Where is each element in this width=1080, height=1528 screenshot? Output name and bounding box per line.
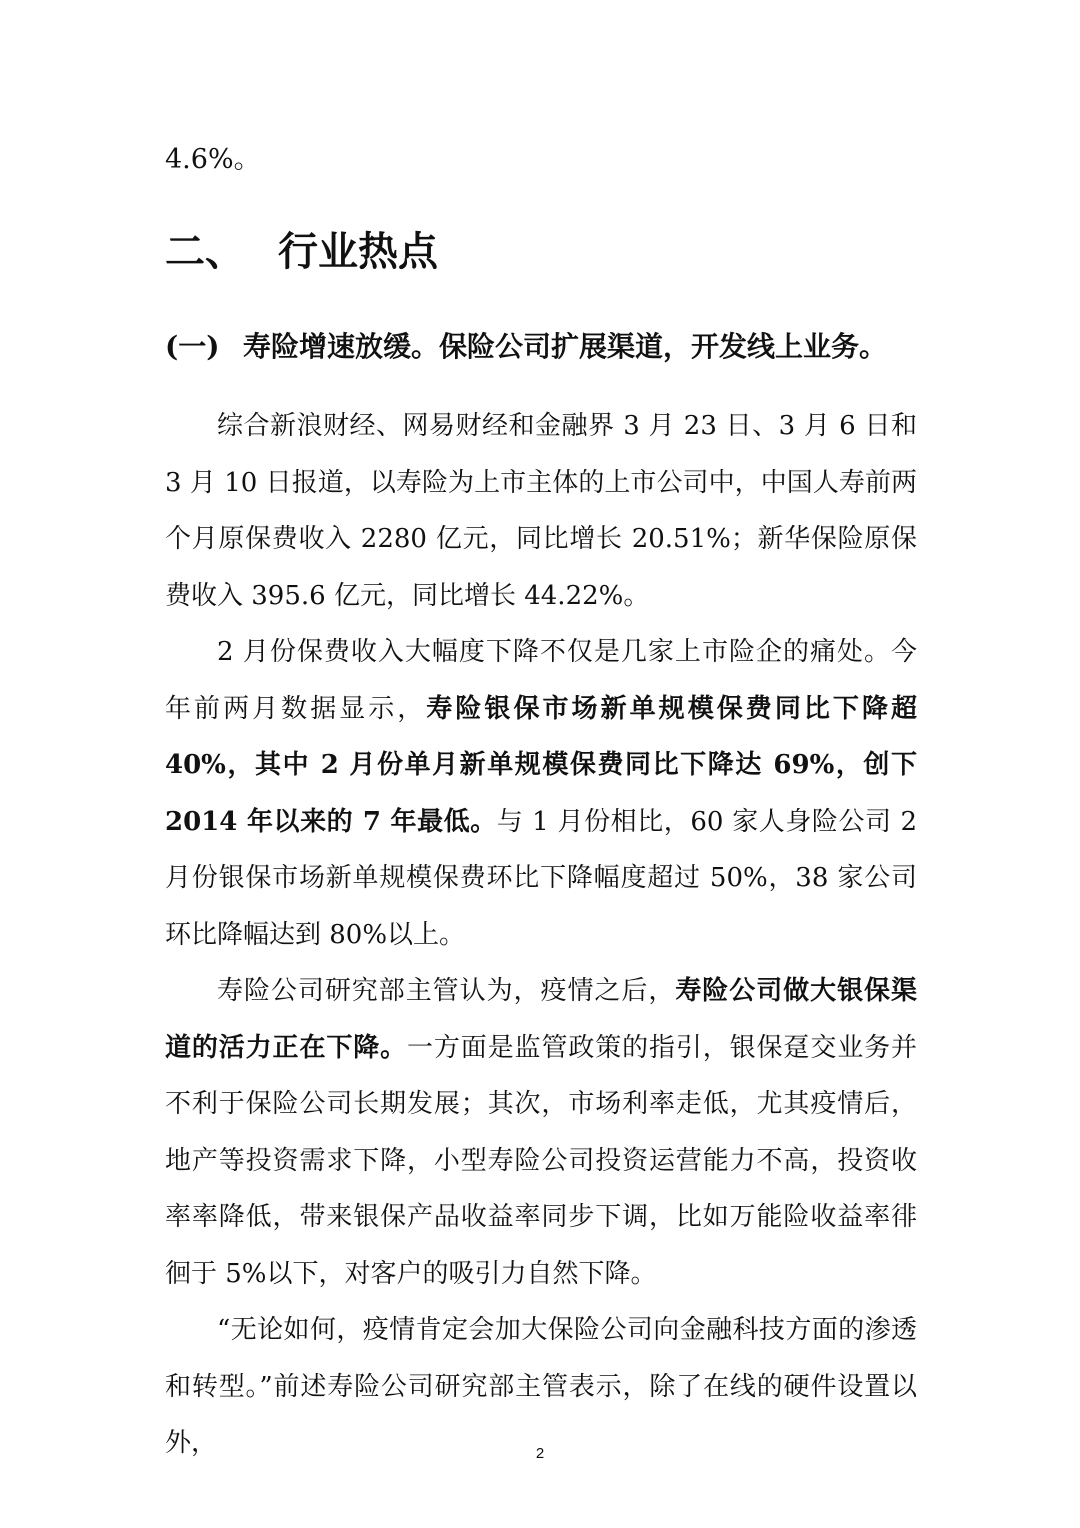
- paragraph-text: 一方面是监管政策的指引，银保趸交业务并不利于保险公司长期发展；其次，市场利率走低，尤其疫情后，地产等投资需求下降，小型寿险公司投资运营能力不高，投资收率率降低，带来银保产品收益率同步下调，比如万能险收益率徘徊于 5%以下，对客户的吸引力自然下降。: [165, 1032, 917, 1289]
- paragraph-text: 与 1 月份相比，60 家人身险公司 2 月份银保市场新单规模保费环比下降幅度超过 50%，38 家公司环比降幅达到 80%以上。: [165, 806, 917, 950]
- subsection-number: (一): [165, 330, 220, 363]
- paragraph: [165, 624, 917, 963]
- paragraph-text: 寿险公司研究部主管认为，疫情之后，: [217, 976, 676, 1006]
- paragraph-emphasis: 寿险银保市场新单规模保费同比下降超 40%，其中 2 月份单月新单规模保费同比下降达 69%，创下 2014 年以来的 7 年最低。: [165, 693, 917, 837]
- paragraph-text: 2 月份保费收入大幅度下降不仅是几家上市险企的痛处。今年前两月数据显示，: [165, 637, 917, 724]
- paragraph-text: “无论如何，疫情肯定会加大保险公司向金融科技方面的渗透和转型。”前述寿险公司研究部主管表示，除了在线的硬件设置以外，: [165, 1315, 917, 1458]
- page-number: 2: [535, 1445, 545, 1462]
- paragraph-emphasis: 寿险公司做大银保渠道的活力正在下降。: [165, 976, 917, 1063]
- paragraph: [165, 963, 917, 1302]
- body-text: [165, 398, 917, 1472]
- section-heading: [165, 222, 438, 282]
- subsection-heading: [165, 322, 887, 372]
- paragraph-text: 综合新浪财经、网易财经和金融界 3 月 23 日、3 月 6 日和 3 月 10 日报道，以寿险为上市主体的上市公司中，中国人寿前两个月原保费收入 2280 亿元，同比增长 20.51%；新华保险原保费收入 395.6 亿元，同比增长 44.22%。: [165, 411, 917, 611]
- section-number: 二、: [165, 228, 245, 275]
- section-title: 行业热点: [278, 228, 438, 275]
- continuation-text: 4.6%。: [165, 144, 261, 175]
- subsection-title: 寿险增速放缓。保险公司扩展渠道，开发线上业务。: [243, 330, 888, 363]
- paragraph: [165, 398, 917, 624]
